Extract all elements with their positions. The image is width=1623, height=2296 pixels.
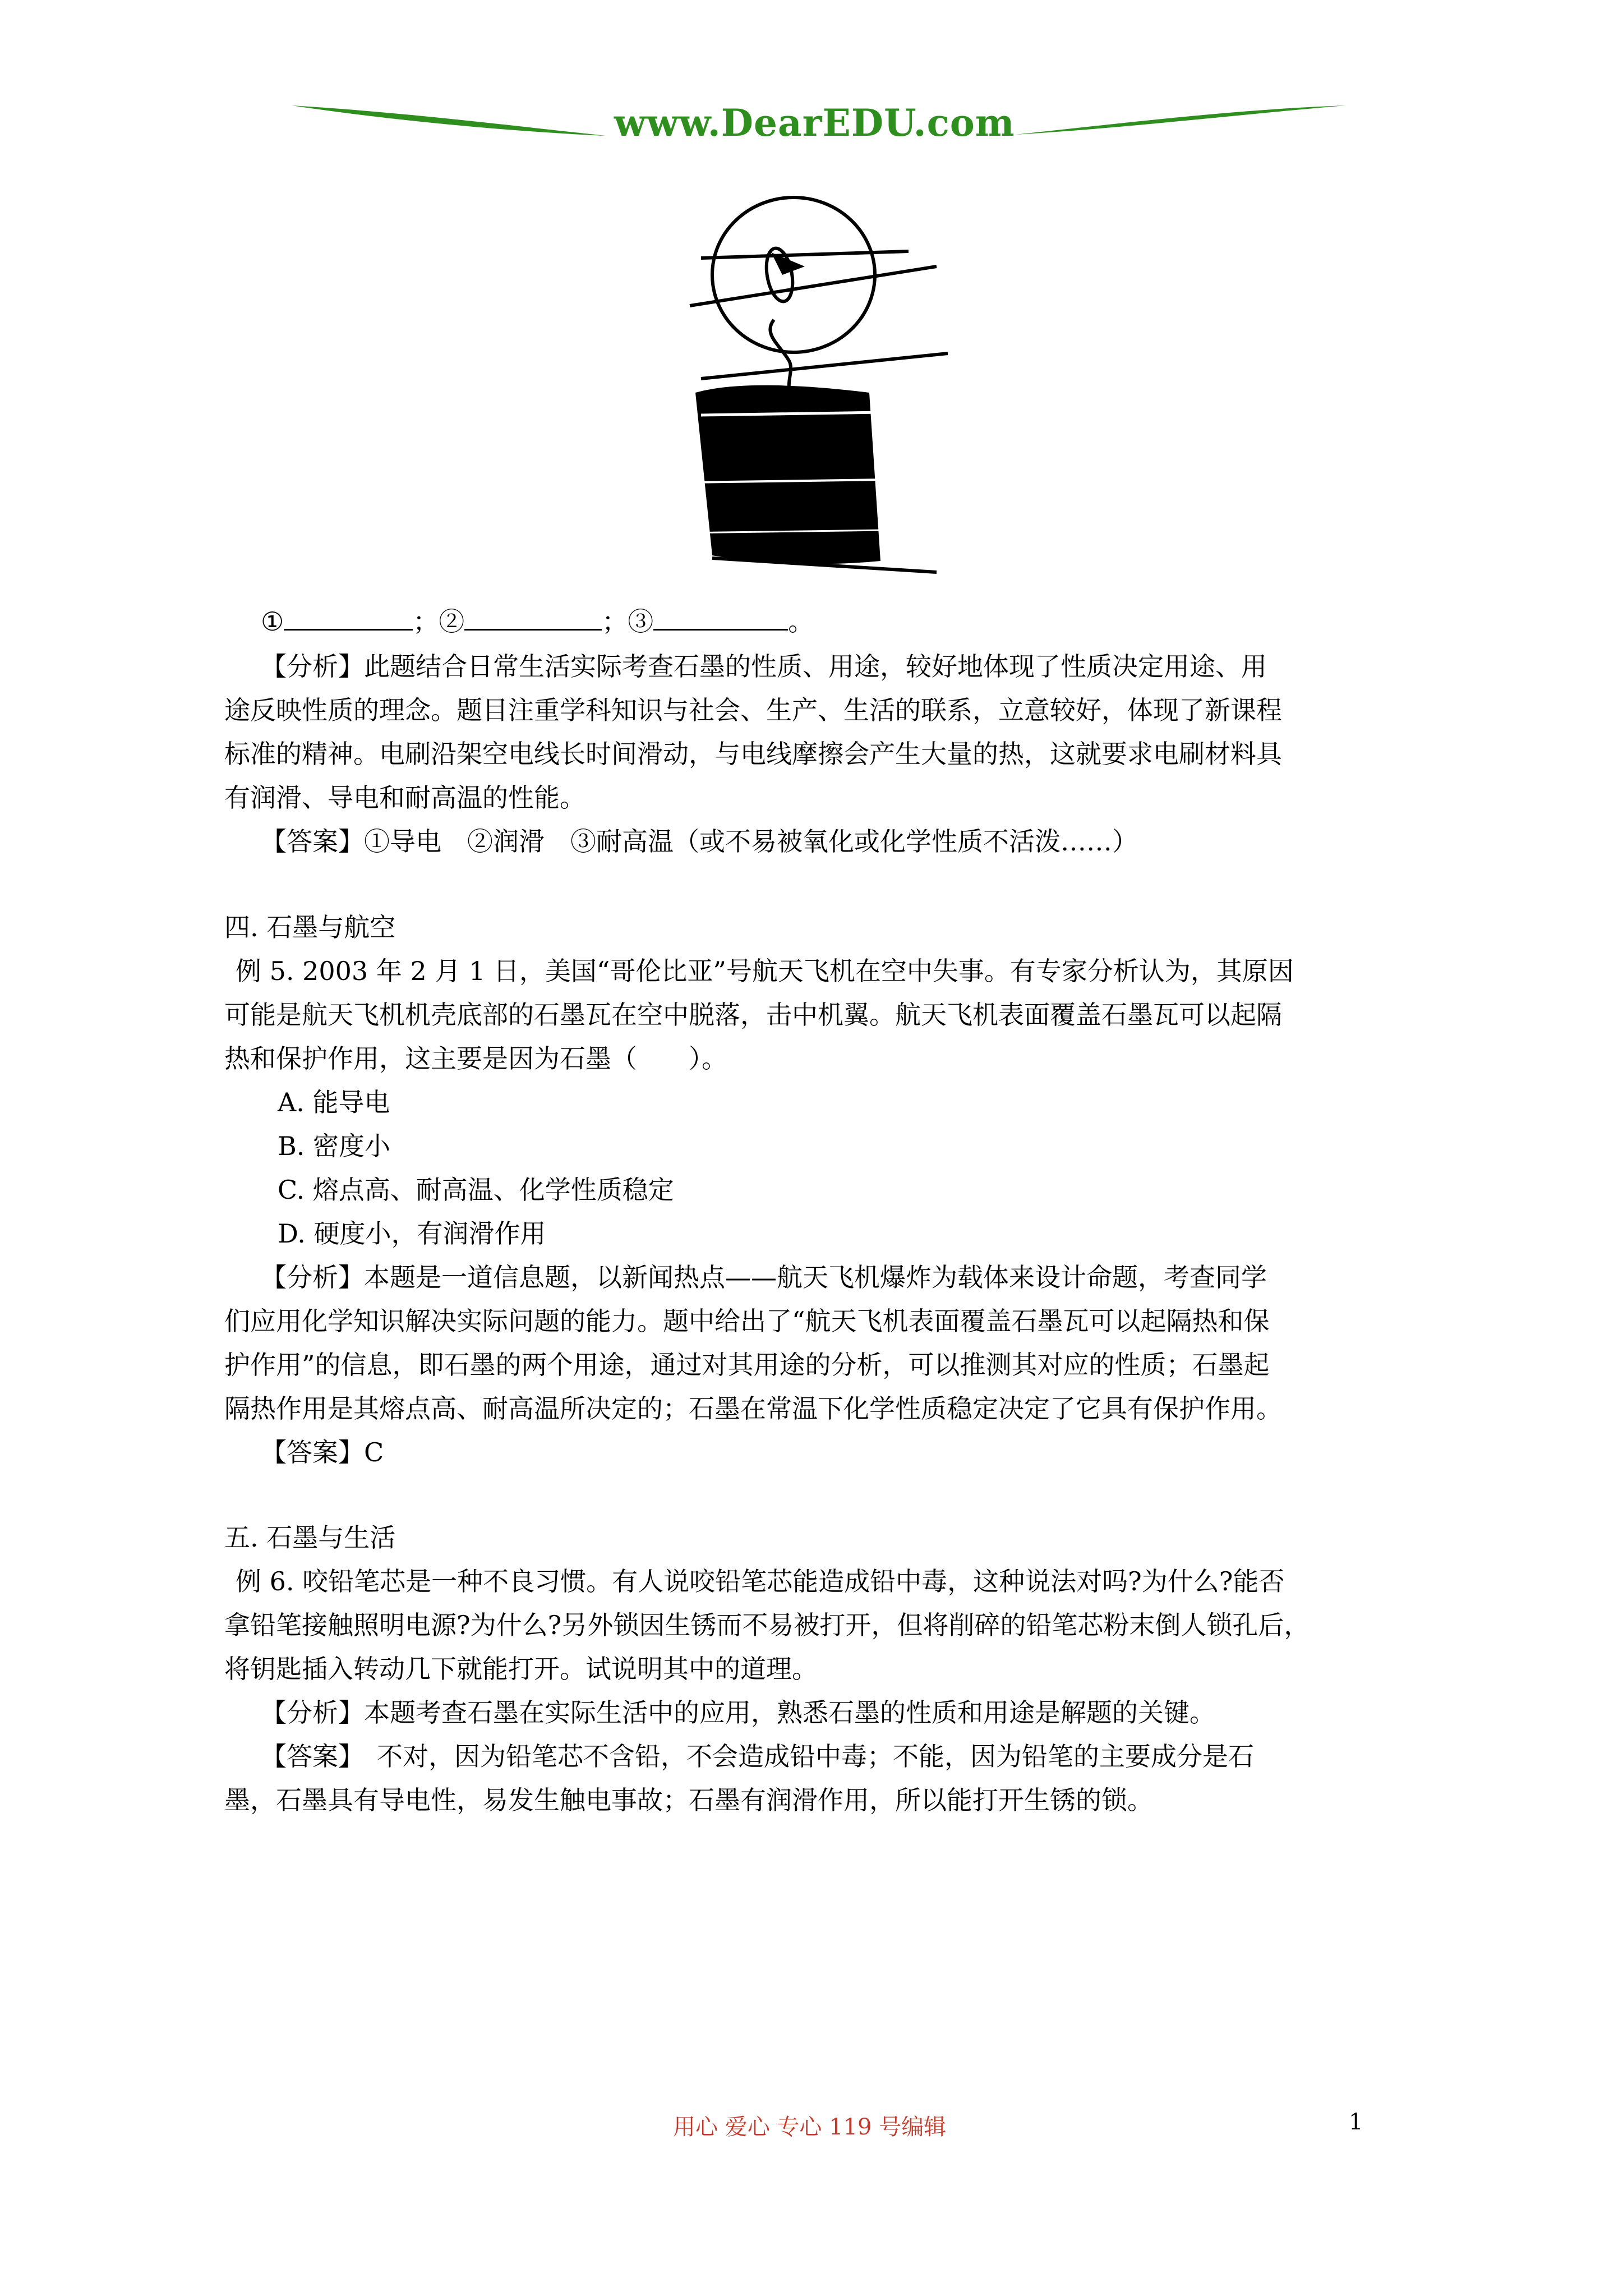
analysis-line: 标准的精神。电刷沿架空电线长时间滑动，与电线摩擦会产生大量的热，这就要求电刷材料具 — [224, 739, 1282, 769]
question-line: 将钥匙插入转动几下就能打开。试说明其中的道理。 — [224, 1654, 818, 1684]
analysis-line: 有润滑、导电和耐高温的性能。 — [224, 783, 585, 813]
answer-line: 【答案】①导电 ②润滑 ③耐高温（或不易被氧化或化学性质不活泼……） — [261, 826, 1138, 857]
analysis-line: 途反映性质的理念。题目注重学科知识与社会、生产、生活的联系，立意较好，体现了新课程 — [224, 695, 1282, 725]
analysis-line: 【分析】本题考查石墨在实际生活中的应用，熟悉石墨的性质和用途是解题的关键。 — [261, 1697, 1215, 1728]
blank-marker-1: ① — [261, 606, 284, 637]
blank-end-mark: 。 — [788, 606, 814, 637]
blank-1[interactable] — [284, 604, 413, 631]
left-swoosh — [292, 105, 606, 136]
analysis-line: 隔热作用是其熔点高、耐高温所决定的；石墨在常温下化学性质稳定决定了它具有保护作用。 — [224, 1393, 1282, 1424]
blank-3[interactable] — [653, 604, 788, 631]
analysis-line: 们应用化学知识解决实际问题的能力。题中给出了“航天飞机表面覆盖石墨瓦可以起隔热和保 — [224, 1306, 1270, 1336]
pantograph-brush-figure — [667, 191, 970, 583]
analysis-line: 【分析】此题结合日常生活实际考查石墨的性质、用途，较好地体现了性质决定用途、用 — [261, 651, 1267, 682]
blank-marker-3: ；③ — [602, 606, 654, 637]
footer-text: 用心 爱心 专心 119 号编辑 — [673, 2114, 947, 2140]
option-a[interactable]: A. 能导电 — [278, 1087, 390, 1117]
blank-2[interactable] — [464, 604, 602, 631]
option-b[interactable]: B. 密度小 — [278, 1131, 391, 1161]
section-heading: 四. 石墨与航空 — [224, 912, 396, 942]
answer-line: 【答案】 不对，因为铅笔芯不含铅，不会造成铅中毒；不能，因为铅笔的主要成分是石 — [261, 1741, 1254, 1772]
question-line: 拿铅笔接触照明电源?为什么?另外锁因生锈而不易被打开，但将削碎的铅笔芯粉末倒人锁孔后， — [224, 1610, 1310, 1640]
analysis-line: 护作用”的信息，即石墨的两个用途，通过对其用途的分析，可以推测其对应的性质；石墨起 — [224, 1350, 1270, 1380]
answer-blanks-line — [261, 600, 814, 643]
blank-marker-2: ；② — [413, 606, 465, 637]
question-line: 例 6. 咬铅笔芯是一种不良习惯。有人说咬铅笔芯能造成铅中毒，这种说法对吗?为什么?能否 — [236, 1566, 1285, 1596]
section-heading: 五. 石墨与生活 — [224, 1522, 396, 1553]
option-d[interactable]: D. 硬度小，有润滑作用 — [278, 1218, 546, 1249]
right-swoosh — [1015, 105, 1346, 135]
option-c[interactable]: C. 熔点高、耐高温、化学性质稳定 — [278, 1175, 674, 1205]
question-line: 可能是航天飞机机壳底部的石墨瓦在空中脱落，击中机翼。航天飞机表面覆盖石墨瓦可以起隔 — [224, 1000, 1282, 1030]
site-logo-text[interactable]: www.DearEDU.com — [614, 101, 1015, 145]
question-line: 热和保护作用，这主要是因为石墨（ ）。 — [224, 1043, 727, 1074]
analysis-line: 【分析】本题是一道信息题，以新闻热点——航天飞机爆炸为载体来设计命题，考查同学 — [261, 1262, 1267, 1292]
question-line: 例 5. 2003 年 2 月 1 日，美国“哥伦比亚”号航天飞机在空中失事。有专家分析认为，其原因 — [236, 956, 1294, 986]
answer-line: 【答案】C — [261, 1437, 384, 1467]
answer-line: 墨，石墨具有导电性，易发生触电事故；石墨有润滑作用，所以能打开生锈的锁。 — [224, 1785, 1153, 1815]
page-number: 1 — [1349, 2109, 1363, 2135]
